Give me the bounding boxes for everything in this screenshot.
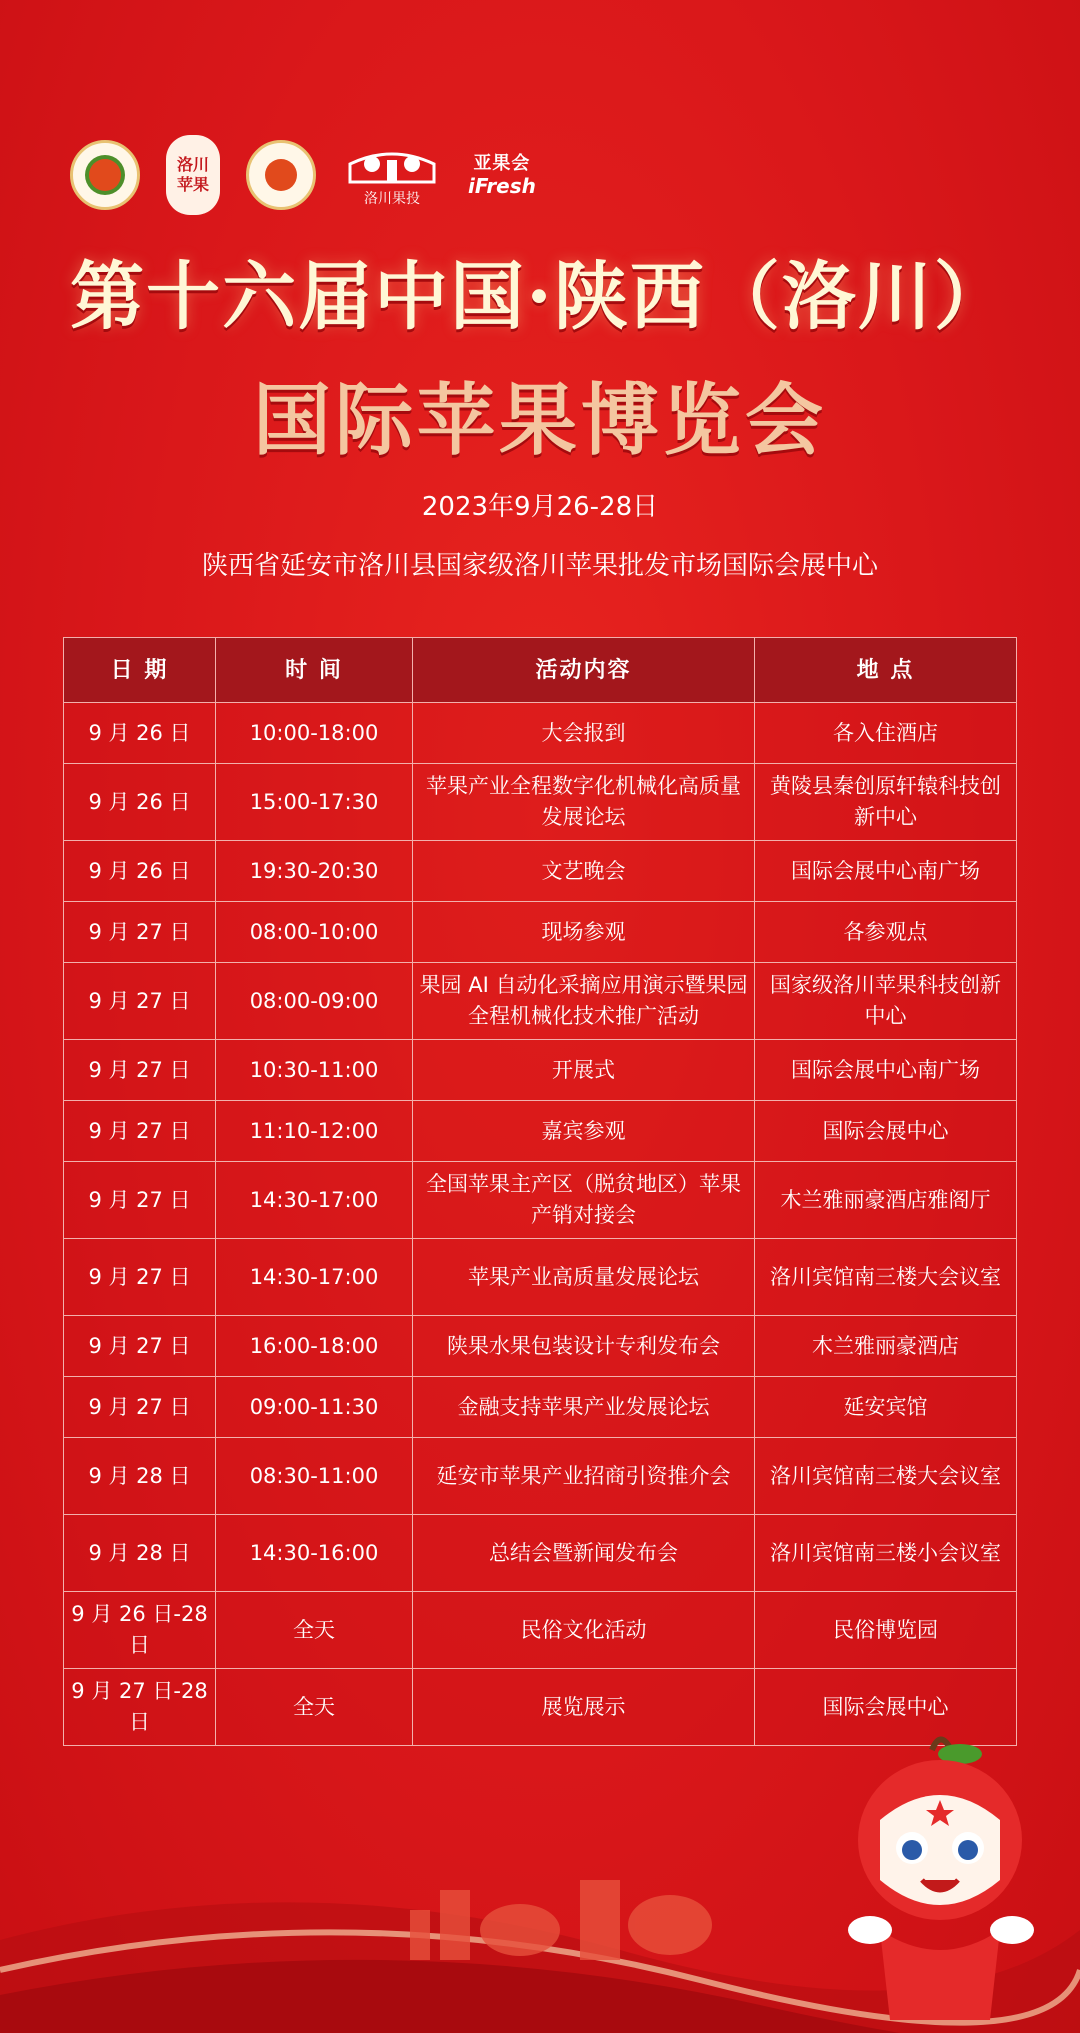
cell-time: 11:10-12:00 xyxy=(216,1101,413,1162)
cell-activity: 嘉宾参观 xyxy=(413,1101,755,1162)
main-title-line1: 第十六届中国·陕西（洛川） xyxy=(70,254,1010,340)
cell-date: 9 月 27 日 xyxy=(64,1239,216,1316)
table-row xyxy=(64,703,1017,764)
ifresh-cn: 亚果会 xyxy=(473,153,531,174)
ifresh-logo xyxy=(468,153,536,197)
cell-place: 木兰雅丽豪酒店雅阁厅 xyxy=(755,1162,1017,1239)
cell-time: 16:00-18:00 xyxy=(216,1316,413,1377)
table-row xyxy=(64,1515,1017,1592)
cell-date: 9 月 27 日-28 日 xyxy=(64,1669,216,1746)
table-row xyxy=(64,1239,1017,1316)
cell-time: 08:00-10:00 xyxy=(216,902,413,963)
cell-date: 9 月 27 日 xyxy=(64,963,216,1040)
header-time: 时 间 xyxy=(216,638,413,703)
cell-time: 19:30-20:30 xyxy=(216,841,413,902)
cell-activity: 果园 AI 自动化采摘应用演示暨果园全程机械化技术推广活动 xyxy=(413,963,755,1040)
expo-emblem-logo xyxy=(246,140,316,210)
schedule-table xyxy=(63,637,1017,1746)
cell-activity: 文艺晚会 xyxy=(413,841,755,902)
header-activity: 活动内容 xyxy=(413,638,755,703)
cell-date: 9 月 27 日 xyxy=(64,1377,216,1438)
cell-place: 洛川宾馆南三楼大会议室 xyxy=(755,1438,1017,1515)
cell-activity: 现场参观 xyxy=(413,902,755,963)
cell-activity: 民俗文化活动 xyxy=(413,1592,755,1669)
cell-time: 全天 xyxy=(216,1669,413,1746)
cell-place: 各入住酒店 xyxy=(755,703,1017,764)
cell-time: 09:00-11:30 xyxy=(216,1377,413,1438)
table-row xyxy=(64,841,1017,902)
header-place: 地 点 xyxy=(755,638,1017,703)
cell-place: 木兰雅丽豪酒店 xyxy=(755,1316,1017,1377)
cell-place: 洛川宾馆南三楼小会议室 xyxy=(755,1515,1017,1592)
cell-date: 9 月 26 日 xyxy=(64,841,216,902)
cell-date: 9 月 26 日 xyxy=(64,764,216,841)
cell-date: 9 月 26 日 xyxy=(64,703,216,764)
logo-red-disc xyxy=(89,159,121,191)
cell-place: 国际会展中心南广场 xyxy=(755,1040,1017,1101)
cell-time: 08:30-11:00 xyxy=(216,1438,413,1515)
brand-text-1: 洛川 xyxy=(176,155,209,174)
table-row xyxy=(64,902,1017,963)
cell-time: 08:00-09:00 xyxy=(216,963,413,1040)
cell-place: 国际会展中心 xyxy=(755,1669,1017,1746)
building-icon xyxy=(342,142,442,186)
cell-time: 15:00-17:30 xyxy=(216,764,413,841)
cell-time: 14:30-17:00 xyxy=(216,1162,413,1239)
cell-time: 14:30-17:00 xyxy=(216,1239,413,1316)
emblem-apple-icon xyxy=(265,159,297,191)
cell-time: 全天 xyxy=(216,1592,413,1669)
cell-time: 10:00-18:00 xyxy=(216,703,413,764)
cell-activity: 总结会暨新闻发布会 xyxy=(413,1515,755,1592)
cell-date: 9 月 26 日-28 日 xyxy=(64,1592,216,1669)
cell-activity: 陕果水果包装设计专利发布会 xyxy=(413,1316,755,1377)
cell-place: 各参观点 xyxy=(755,902,1017,963)
apple-mascot-icon xyxy=(840,1730,1040,2030)
cell-date: 9 月 28 日 xyxy=(64,1438,216,1515)
cell-place: 黄陵县秦创原轩辕科技创新中心 xyxy=(755,764,1017,841)
cell-place: 国家级洛川苹果科技创新中心 xyxy=(755,963,1017,1040)
brand-text-2: 苹果 xyxy=(176,175,209,194)
cell-activity: 展览展示 xyxy=(413,1669,755,1746)
cell-date: 9 月 27 日 xyxy=(64,1316,216,1377)
header-date: 日 期 xyxy=(64,638,216,703)
table-row xyxy=(64,1377,1017,1438)
cell-activity: 开展式 xyxy=(413,1040,755,1101)
cell-date: 9 月 27 日 xyxy=(64,902,216,963)
cell-place: 延安宾馆 xyxy=(755,1377,1017,1438)
cell-date: 9 月 27 日 xyxy=(64,1040,216,1101)
cell-place: 国际会展中心南广场 xyxy=(755,841,1017,902)
table-header-row xyxy=(64,638,1017,703)
cell-place: 洛川宾馆南三楼大会议室 xyxy=(755,1239,1017,1316)
cell-activity: 苹果产业高质量发展论坛 xyxy=(413,1239,755,1316)
cell-activity: 全国苹果主产区（脱贫地区）苹果产销对接会 xyxy=(413,1162,755,1239)
cell-date: 9 月 27 日 xyxy=(64,1101,216,1162)
main-title-line2: 国际苹果博览会 xyxy=(252,375,827,466)
cell-date: 9 月 27 日 xyxy=(64,1162,216,1239)
table-row xyxy=(64,1438,1017,1515)
sponsor-logos xyxy=(70,130,536,220)
cell-activity: 苹果产业全程数字化机械化高质量发展论坛 xyxy=(413,764,755,841)
cell-activity: 延安市苹果产业招商引资推介会 xyxy=(413,1438,755,1515)
cell-activity: 金融支持苹果产业发展论坛 xyxy=(413,1377,755,1438)
cell-date: 9 月 28 日 xyxy=(64,1515,216,1592)
cell-activity: 大会报到 xyxy=(413,703,755,764)
table-row xyxy=(64,1040,1017,1101)
table-row xyxy=(64,1316,1017,1377)
table-row xyxy=(64,764,1017,841)
fruit-invest-logo xyxy=(342,142,442,208)
table-row xyxy=(64,1592,1017,1669)
table-row xyxy=(64,963,1017,1040)
luochuan-apple-brand-logo xyxy=(166,135,220,215)
cell-place: 民俗博览园 xyxy=(755,1592,1017,1669)
event-date: 2023年9月26-28日 xyxy=(421,492,659,522)
luochuan-apple-logo xyxy=(70,140,140,210)
event-venue: 陕西省延安市洛川县国家级洛川苹果批发市场国际会展中心 xyxy=(201,551,878,581)
table-row xyxy=(64,1162,1017,1239)
ifresh-en: iFresh xyxy=(468,174,536,198)
cell-time: 14:30-16:00 xyxy=(216,1515,413,1592)
fruit-invest-label: 洛川果投 xyxy=(364,191,420,207)
city-skyline-decoration xyxy=(400,1870,720,1960)
cell-place: 国际会展中心 xyxy=(755,1101,1017,1162)
cell-time: 10:30-11:00 xyxy=(216,1040,413,1101)
table-row xyxy=(64,1101,1017,1162)
